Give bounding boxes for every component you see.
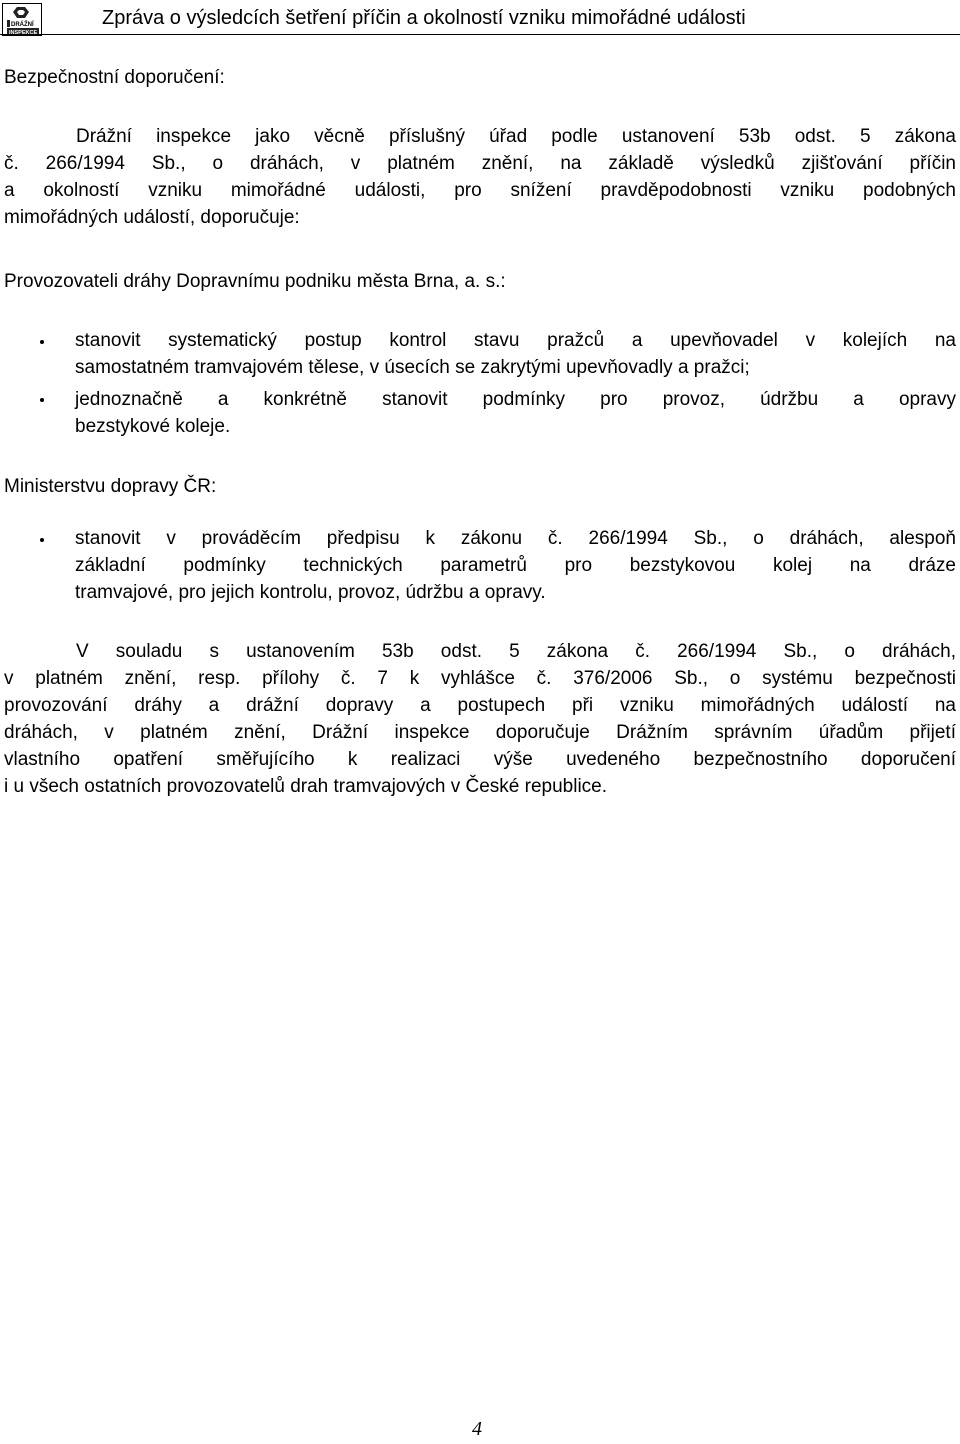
recipient-heading-dpmb: Provozovateli dráhy Dopravnímu podniku města Brna, a. s.: (4, 271, 506, 292)
recommendation-2-line-1: jednoznačně a konkrétně stanovit podmínky pro provoz, údržbu a opravy (75, 389, 956, 410)
recommendation-3-line-2: základní podmínky technických parametrů pro bezstykovou kolej na dráze (75, 555, 956, 576)
header-title: Zpráva o výsledcích šetření příčin a okolností vzniku mimořádné události (102, 7, 746, 29)
logo-emblem-icon (3, 4, 43, 37)
drazni-inspekce-logo (2, 3, 42, 36)
section-heading: Bezpečnostní doporučení: (4, 67, 225, 88)
intro-line-1: Drážní inspekce jako věcně příslušný úřad podle ustanovení 53b odst. 5 zákona (76, 126, 956, 147)
recommendation-3-line-1: stanovit v prováděcím předpisu k zákonu č. 266/1994 Sb., o dráhách, alespoň (75, 528, 956, 549)
closing-line-4: dráhách, v platném znění, Drážní inspekce doporučuje Drážním správním úřadům přijetí (4, 722, 956, 743)
header-divider (0, 34, 960, 35)
closing-line-1: V souladu s ustanovením 53b odst. 5 zákona č. 266/1994 Sb., o dráhách, (76, 641, 956, 662)
recipient-heading-ministry: Ministerstvu dopravy ČR: (4, 476, 217, 497)
bullet-marker (40, 398, 44, 402)
intro-line-4: mimořádných událostí, doporučuje: (4, 207, 300, 228)
logo-text-bottom: INSPEKCE (9, 30, 38, 36)
closing-line-6: i u všech ostatních provozovatelů drah tramvajových v České republice. (4, 776, 608, 797)
closing-line-5: vlastního opatření směřujícího k realizaci výše uvedeného bezpečnostního doporučení (4, 749, 956, 770)
closing-line-2: v platném znění, resp. přílohy č. 7 k vyhlášce č. 376/2006 Sb., o systému bezpečnosti (4, 668, 956, 689)
intro-line-3: a okolností vzniku mimořádné události, pro snížení pravděpodobnosti vzniku podobných (4, 180, 956, 201)
recommendation-1-line-1: stanovit systematický postup kontrol stavu pražců a upevňovadel v kolejích na (75, 330, 956, 351)
intro-line-2: č. 266/1994 Sb., o dráhách, v platném znění, na základě výsledků zjišťování příčin (4, 153, 956, 174)
page-header (0, 0, 960, 40)
bullet-marker (40, 340, 44, 344)
closing-line-3: provozování dráhy a drážní dopravy a postupech při vzniku mimořádných událostí na (4, 695, 956, 716)
bullet-marker (40, 538, 44, 542)
logo-text-top: DRÁŽNÍ (11, 22, 34, 28)
recommendation-3-line-3: tramvajové, pro jejich kontrolu, provoz, údržbu a opravy. (75, 582, 546, 603)
page-number: 4 (472, 1418, 482, 1440)
recommendation-1-line-2: samostatném tramvajovém tělese, v úsecích se zakrytými upevňovadly a pražci; (75, 357, 750, 378)
recommendation-2-line-2: bezstykové koleje. (75, 416, 231, 437)
